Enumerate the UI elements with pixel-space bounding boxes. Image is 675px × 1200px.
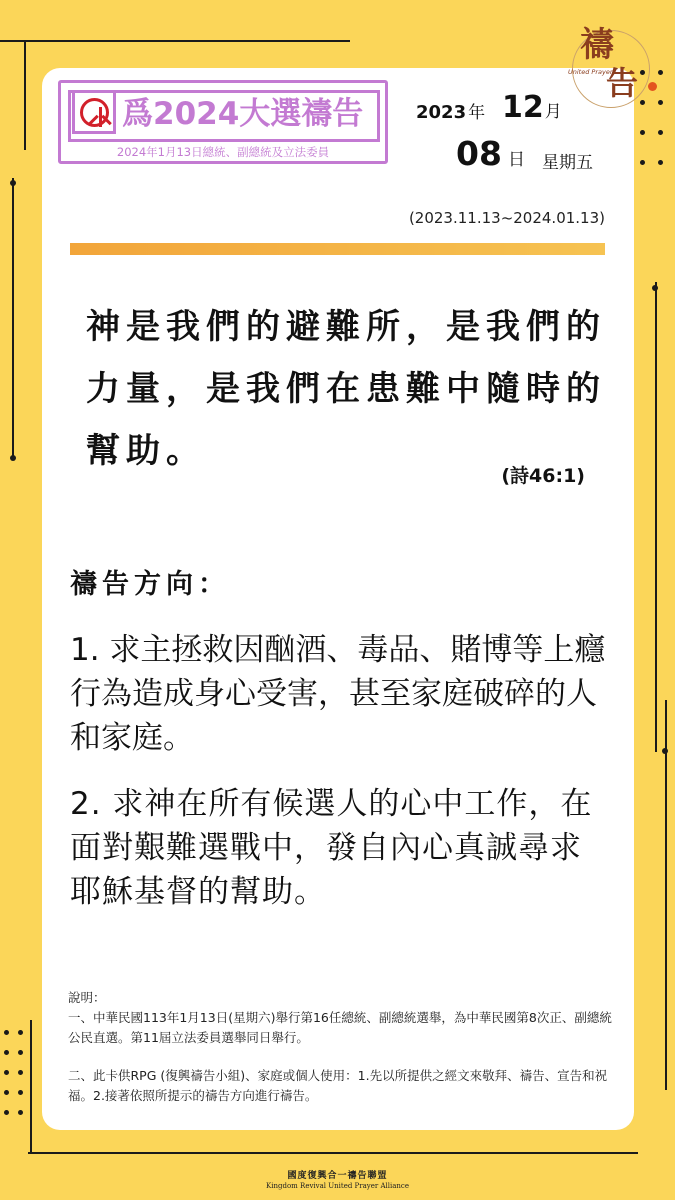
decor-dot: [4, 1070, 9, 1075]
footer-org-name: 國度復興合一禱告聯盟: [287, 1171, 388, 1181]
notes-paragraph: 二、此卡供RPG (復興禱告小組)、家庭或個人使用：1.先以所提供之經文來敬拜、禱告、宣告和祝福。2.接著依照所提示的禱告方向進行禱告。: [68, 1068, 608, 1103]
date-weekday: 星期五: [542, 153, 593, 173]
date-year: 2023 年: [416, 102, 486, 123]
footer-org-name-en: Kingdom Revival United Prayer Alliance: [266, 1182, 409, 1190]
decor-dot: [4, 1050, 9, 1055]
prayer-heading: 禱告方向：: [70, 569, 230, 600]
decor-dot: [18, 1110, 23, 1115]
decor-dot: [658, 130, 663, 135]
prayer-item: 2. 求神在所有候選人的心中工作，在面對艱難選戰中，發自內心真誠尋求耶穌基督的幫助。: [70, 786, 593, 910]
logo-char: 告: [606, 64, 639, 102]
prayer-period: (2023.11.13~2024.01.13): [408, 209, 605, 227]
date-month: 12月: [502, 90, 562, 125]
notes-label: 說明：: [68, 990, 106, 1005]
decor-dot: [662, 748, 668, 754]
frame-line-left-bottom: [30, 1020, 32, 1152]
ballot-circle: [80, 98, 109, 127]
ballot-icon: [72, 90, 116, 134]
footer: [0, 1168, 675, 1190]
decor-dot: [10, 455, 16, 461]
divider-bar: [70, 243, 605, 255]
scripture-reference: (詩46:1): [501, 465, 585, 487]
decor-dot: [640, 130, 645, 135]
decor-dot: [4, 1110, 9, 1115]
frame-line-top: [0, 40, 350, 42]
decor-dot: [4, 1090, 9, 1095]
logo-char: 禱: [580, 25, 614, 65]
decor-dot: [18, 1030, 23, 1035]
date-day: 08 日: [456, 134, 525, 173]
frame-line-left-top: [24, 40, 26, 150]
frame-line-bottom: [28, 1152, 638, 1154]
decor-dot: [652, 285, 658, 291]
decor-dot: [18, 1090, 23, 1095]
decor-dot: [10, 180, 16, 186]
notes-paragraph: 一、中華民國113年1月13日(星期六)舉行第16任總統、副總統選舉，為中華民國第8次正、副總統公民直選。第11屆立法委員選舉同日舉行。: [68, 1010, 612, 1045]
banner-subtitle: 2024年1月13日總統、副總統及立法委員: [116, 145, 330, 159]
frame-line-right: [655, 282, 657, 752]
decor-dot: [658, 160, 663, 165]
decor-dot: [4, 1030, 9, 1035]
decor-dot: [640, 160, 645, 165]
banner-title: 爲2024大選禱告: [122, 96, 364, 132]
notes-section: [68, 988, 613, 1106]
election-banner: [58, 80, 392, 170]
prayer-logo: [566, 22, 662, 108]
scripture-verse: 神是我們的避難所，是我們的力量，是我們在患難中隨時的幫助。: [86, 307, 606, 471]
logo-dot: [648, 82, 657, 91]
frame-line-left: [12, 178, 14, 458]
logo-subtitle: United Prayer: [568, 68, 613, 76]
frame-line-right-lower: [665, 700, 667, 1090]
prayer-item: 1. 求主拯救因酗酒、毒品、賭博等上癮行為造成身心受害，甚至家庭破碎的人和家庭。: [70, 632, 606, 756]
decor-dot: [18, 1070, 23, 1075]
decor-dot: [18, 1050, 23, 1055]
